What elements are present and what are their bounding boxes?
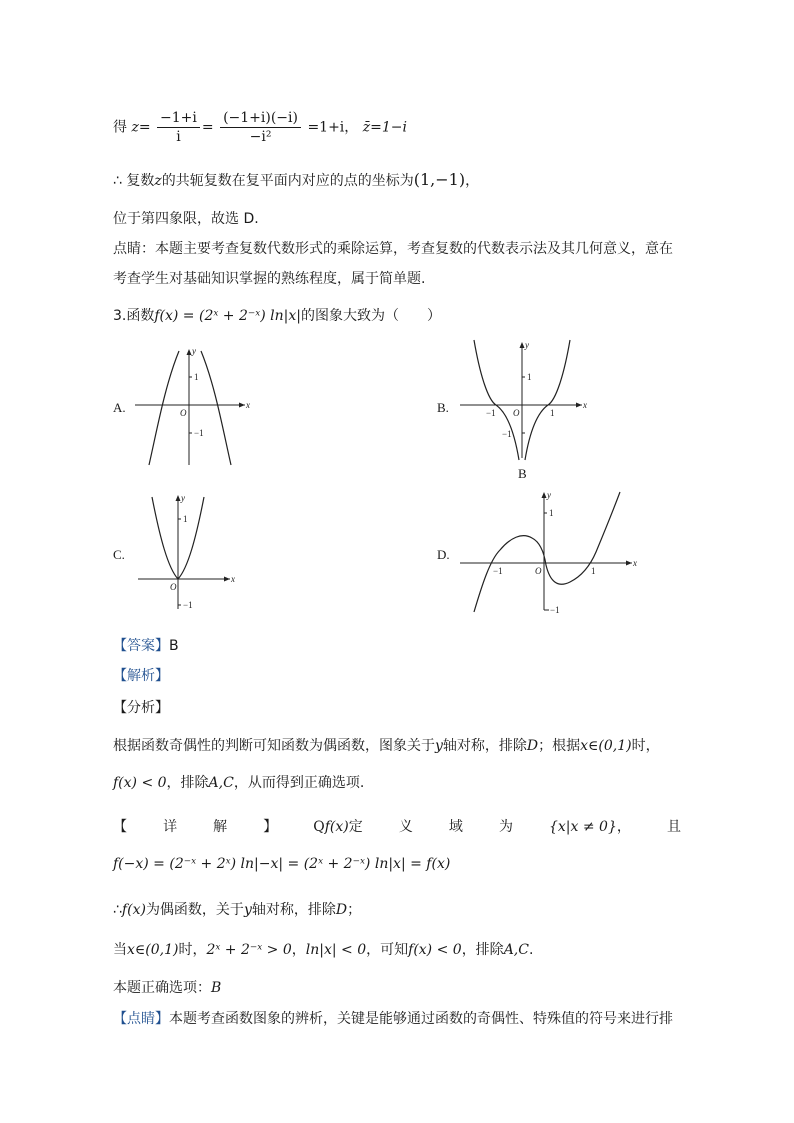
analysis-line-1: 根据函数奇偶性的判断可知函数为偶函数，图象关于y轴对称，排除D；根据x∈(0,1)时，: [113, 738, 660, 754]
curve-right: [525, 340, 570, 460]
curve-left: [474, 340, 519, 460]
x-arrow: [224, 577, 230, 582]
eq-prefix: 得: [113, 119, 127, 136]
question-formula: f(x) = (2ˣ + 2⁻ˣ) ln|x|: [154, 308, 301, 324]
final-comment-text: 本题考查函数图象的辨析，关键是能够通过函数的奇偶性、特殊值的符号来进行排: [169, 1011, 673, 1027]
x-arrow: [576, 403, 582, 408]
y-arrow: [542, 492, 547, 498]
detail-line-3: ∴f(x)为偶函数，关于y轴对称，排除D；: [113, 902, 362, 918]
x-arrow: [626, 561, 632, 566]
tick-label-1: 1: [549, 508, 554, 518]
y-arrow: [176, 495, 181, 501]
curve-left: [149, 351, 179, 465]
y-label: y: [547, 490, 551, 500]
origin-label: O: [170, 582, 177, 592]
x-arrow: [239, 403, 245, 408]
analysis-subtag: 【分析】: [113, 700, 169, 716]
option-c-graph[interactable]: [138, 493, 248, 615]
x-label: x: [583, 400, 587, 410]
y-arrow: [187, 349, 192, 355]
y-label: y: [192, 346, 196, 356]
answer-line: [113, 635, 179, 655]
option-b-caption: B: [518, 466, 527, 481]
x-label: x: [231, 574, 235, 584]
option-d-label[interactable]: D.: [437, 547, 450, 562]
tick-label-xm1: −1: [493, 566, 503, 576]
option-b-graph[interactable]: [458, 340, 593, 470]
origin-label: O: [535, 566, 542, 576]
detail-line-5: 本题正确选项：B: [113, 980, 222, 996]
curve-right: [201, 351, 231, 465]
analysis-line-2: f(x) < 0，排除A,C，从而得到正确选项.: [113, 775, 365, 791]
option-b-label[interactable]: B.: [437, 400, 449, 415]
final-comment-tag: 【点睛】: [113, 1011, 169, 1027]
fraction-2: $\frac{(-1+i)(-i)}{\text{−i²}}$: [220, 110, 301, 145]
curve: [474, 492, 620, 612]
analysis-tag: 【解析】: [113, 668, 169, 684]
tick-label-x1: 1: [550, 408, 555, 418]
eq-z: z: [131, 119, 139, 136]
conjugate-line: ∴ 复数z的共轭复数在复平面内对应的点的坐标为(1,−1)，: [113, 170, 480, 189]
option-d-graph[interactable]: [460, 490, 642, 615]
y-label: y: [181, 493, 185, 503]
comment-line-2: 考查学生对基础知识掌握的熟练程度，属于简单题.: [113, 271, 426, 287]
x-label: x: [633, 558, 637, 568]
tick-label-1: 1: [183, 514, 188, 524]
quadrant-line: 位于第四象限，故选 D.: [113, 211, 259, 227]
tick-label-x1: 1: [591, 566, 596, 576]
option-c-label[interactable]: C.: [113, 547, 125, 562]
y-label: y: [525, 340, 529, 350]
tick-label-m1: −1: [183, 600, 193, 610]
detail-line-2: f(−x) = (2⁻ˣ + 2ˣ) ln|−x| = (2ˣ + 2⁻ˣ) ln|x| = f(x): [113, 856, 451, 872]
option-a-graph[interactable]: [135, 345, 255, 470]
y-arrow: [520, 342, 525, 348]
origin-label: O: [513, 408, 520, 418]
tick-label-1: 1: [194, 372, 199, 382]
tick-label-m1: −1: [502, 429, 512, 439]
conj-value: =1−i: [370, 119, 407, 136]
tick-label-xm1: −1: [486, 408, 496, 418]
question-3: 3.函数f(x) = (2ˣ + 2⁻ˣ) ln|x|的图象大致为（ ）: [113, 308, 441, 324]
detail-line-4: 当x∈(0,1)时，2ˣ + 2⁻ˣ > 0，ln|x| < 0，可知f(x) < 0，排除A,C.: [113, 942, 534, 958]
final-comment: [113, 1008, 673, 1028]
answer-value: B: [169, 638, 179, 654]
tick-label-1: 1: [527, 372, 532, 382]
answer-tag: 【答案】: [113, 638, 169, 654]
eq-result: =1+i，: [307, 119, 359, 136]
tick-label-m1: −1: [194, 428, 204, 438]
fraction-1: $\frac{-1+i}{i}$: [157, 110, 200, 145]
origin-label: O: [180, 408, 187, 418]
detail-line-1: 【 详 解 】 Qf(x)定 义 域 为 {x|x ≠ 0}， 且: [113, 819, 681, 835]
tick-label-m1: −1: [550, 605, 560, 615]
comment-line-1: 点睛：本题主要考查复数代数形式的乘除运算，考查复数的代数表示法及其几何意义，意在: [113, 241, 673, 257]
equation-line: 得 z= $\frac{-1+i}{i}$ = $\frac{(-1+i)(-i)}{\text{−i²}}$ =1+i， z̄=1−i: [113, 110, 407, 145]
x-label: x: [246, 400, 250, 410]
option-a-label[interactable]: A.: [113, 400, 126, 415]
conj-symbol: z̄: [362, 119, 371, 136]
